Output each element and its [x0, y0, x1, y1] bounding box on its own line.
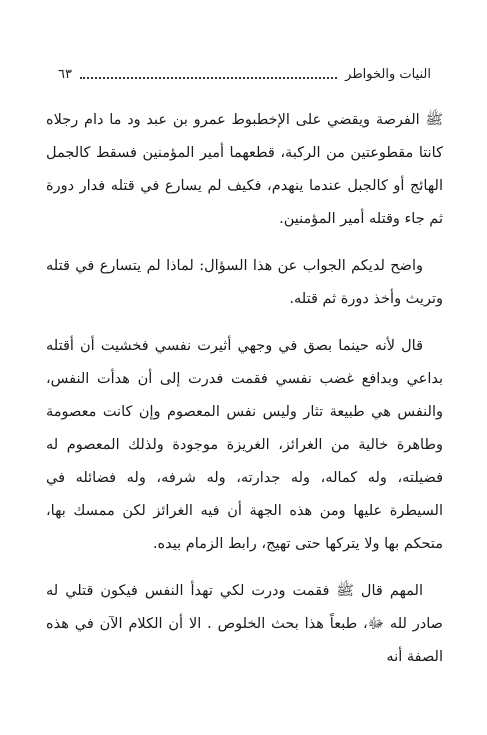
header-title: النيات والخواطر: [345, 66, 431, 82]
header-dot-leader: [80, 69, 337, 79]
paragraph: المهم قال ﷺ فقمت ودرت لكي تهدأ النفس فيكون قتلي له صادر لله ﷻ، طبعاً هذا بحث الخلوص . الا أن الكلام الآن في هذه الصفة أنه: [46, 583, 443, 665]
body-text: [46, 104, 443, 688]
paragraph: قال لأنه حينما بصق في وجهي أثيرت نفسي فخشيت أن أقتله بداعي وبدافع غضب نفسي فقمت فدرت إلى أن هدأت النفس، والنفس هي طبيعة تثار وليس نفس المعصوم وإن كانت معصومة وطاهرة خالية من الغرائز، الغريزة موجودة ولذلك المعصوم له فضيلته، وله كماله، وله جدارته، وله شرفه، وله فضائله في السيطرة عليها ومن هذه الجهة أن فيه الغرائز لكن ممسك بها، متحكم بها ولا يتركها حتى تهيج، رابط الزمام بيده.: [46, 338, 443, 552]
paragraph: ﷺ الفرصة ويقضي على الإخطبوط عمرو بن عبد ود ما دام رجلاه كانتا مقطوعتين من الركبة، قطعهما أمير المؤمنين فسقط كالجمل الهائج أو كالجبل عندما ينهدم، فكيف لم يسارع في قتله فدار دورة ثم جاء وقتله أمير المؤمنين.: [46, 112, 443, 227]
running-header: [58, 64, 431, 84]
page-number: ٦٣: [58, 66, 72, 82]
paragraph: واضح لديكم الجواب عن هذا السؤال: لماذا لم يتسارع في قتله وتريث وأخذ دورة ثم قتله.: [46, 258, 443, 307]
